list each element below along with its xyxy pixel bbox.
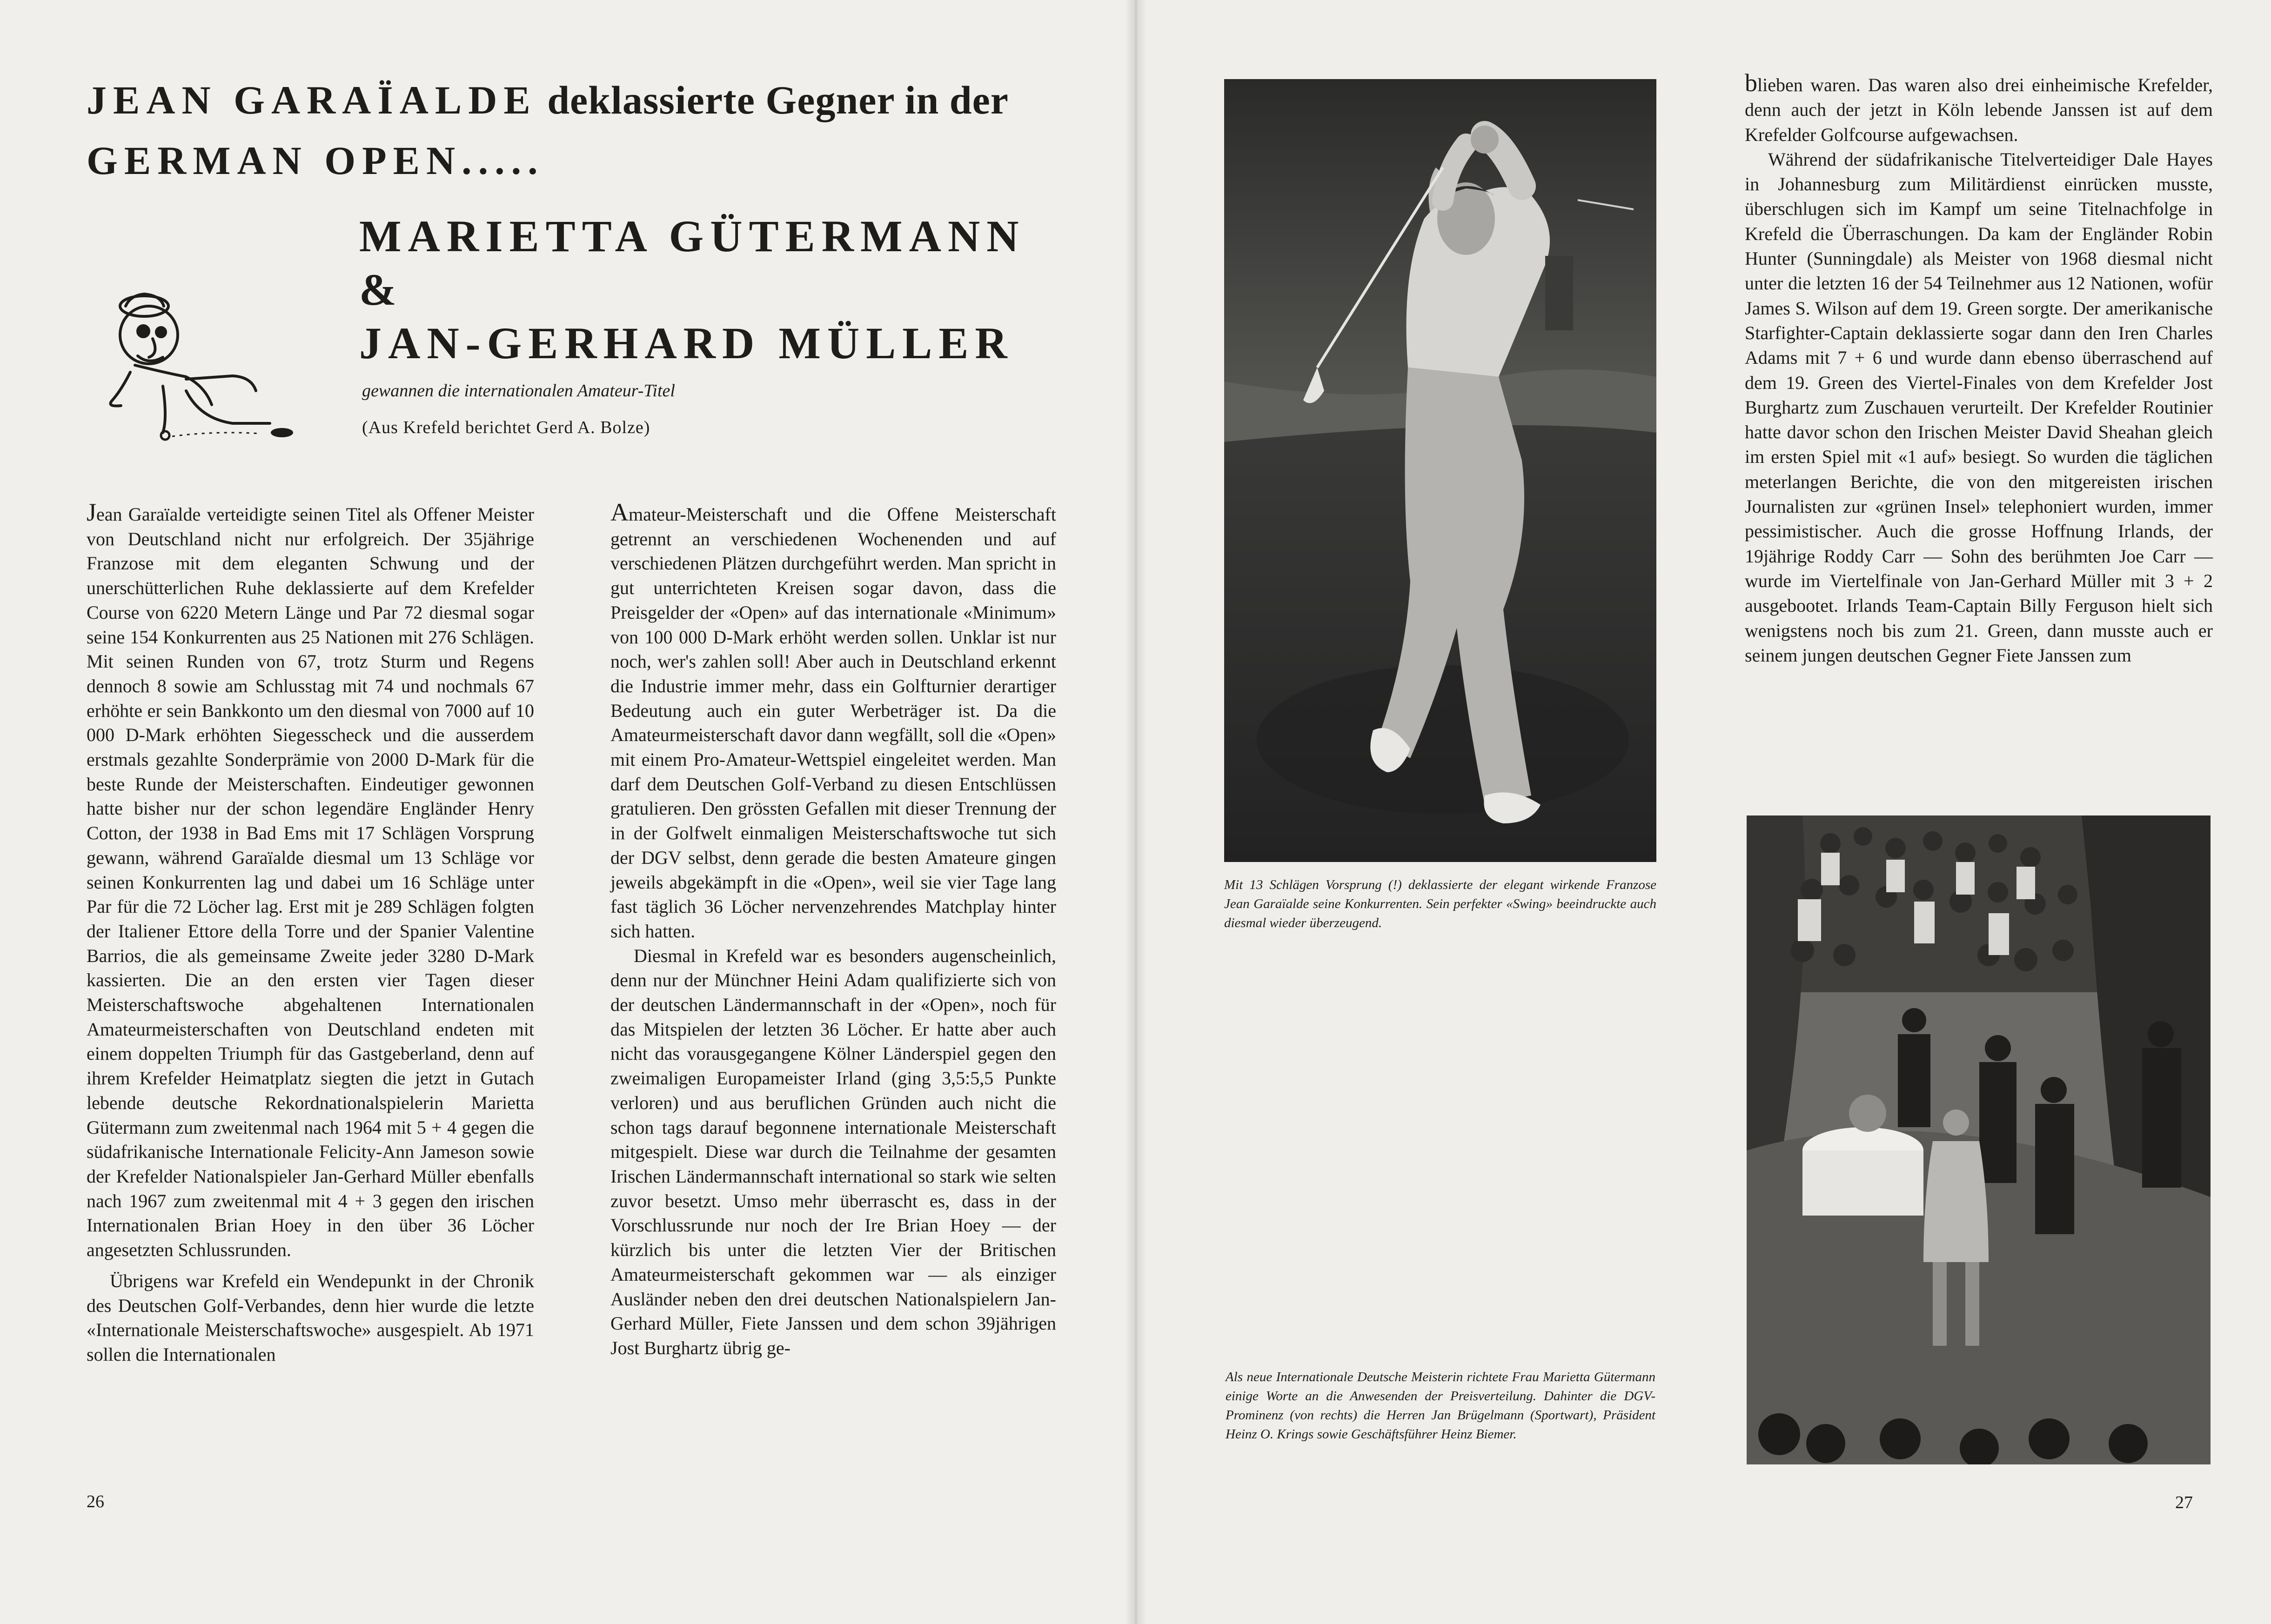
- article-column-3: [1745, 71, 2213, 668]
- golf-cartoon-illustration: [93, 279, 298, 447]
- article-column-1: [87, 500, 534, 1367]
- award-ceremony-photo: [1747, 815, 2211, 1464]
- article-column-2: [610, 500, 1056, 1361]
- page-number-left: 26: [87, 1492, 104, 1511]
- page-number-right: 27: [2175, 1493, 2193, 1512]
- headline-line-2: GERMAN OPEN.....: [87, 138, 544, 183]
- golfer-photo-artwork: [1224, 79, 1656, 862]
- byline: (Aus Krefeld berichtet Gerd A. Bolze): [362, 418, 650, 437]
- ceremony-photo-artwork: [1747, 815, 2211, 1464]
- winners-heading: [359, 209, 1057, 370]
- article-paragraph: Während der südafrikanische Titelverteidiger Dale Hayes in Johannesburg zum Militärdienst einrücken musste, überschlugen sich im Kampf um seine Titelnachfolge in Krefeld die Überraschungen. Da kam der Engländer Robin Hunter (Sunningdale) als Meister von 1968 diesmal nicht unter die letzten 16 der 54 Teilnehmer aus 12 Nationen, wofür James S. Wilson auf dem 19. Green sorgte. Der amerikanische Starfighter-Captain deklassierte sogar dann den Iren Charles Adams mit 7 + 6 und wurde dann ebenso überraschend auf dem 19. Green des Viertel-Finales von dem Krefelder Jost Burghartz zum Zuschauen verurteilt. Der Krefelder Routinier hatte davor schon den Irischen Meister David Sheahan gleich im ersten Spiel mit «1 auf» besiegt. So wurden die täglichen meterlangen Berichte, die von den mitgereisten irischen Journalisten zur «grünen Insel» telephoniert wurden, immer pessimistischer. Auch die grosse Hoffnung Irlands, der 19jährige Roddy Carr — Sohn des berühmten Joe Carr — wurde im Viertelfinale von Jan-Gerhard Müller mit 3 + 2 ausgebootet. Irlands Team-Captain Billy Ferguson hielt sich wenigstens noch bis zum 21. Green, dann musste auch er seinem jungen deutschen Gegner Fiete Janssen zum: [1745, 148, 2213, 666]
- ampersand: &: [359, 265, 403, 314]
- headline-line-1: [87, 70, 1092, 130]
- winners-subtitle: gewannen die internationalen Amateur-Titel: [362, 381, 675, 401]
- article-paragraph: Jean Garaïalde verteidigte seinen Titel als Offener Meister von Deutschland nicht nur erfolgreich. Der 35jährige Franzose mit dem eleganten Schwung und der unerschütterlichen Ruhe deklassierte auf dem Krefelder Course von 6220 Metern Länge und Par 72 diesmal sogar seine 154 Konkurrenten aus 25 Nationen mit 276 Schlägen. Mit seinen Runden von 67, trotz Sturm und Regens dennoch 8 sowie am Schlusstag mit 74 und nochmals 67 erhöhte er sein Bankkonto um den diesmal von 7000 auf 10 000 D-Mark erhöhten Siegesscheck und die ausserdem erstmals gezahlte Sonderprämie von 2000 D-Mark für die beste Runde der Meisterschaften. Eindeutiger gewonnen hatte bisher nur der schon legendäre Engländer Henry Cotton, der 1938 in Bad Ems mit 17 Schlägen Vorsprung gewann, während Garaïalde diesmal um 13 Schläge vor seinen Konkurrenten lag und dabei um 16 Schläge unter Par für die 72 Löcher lag. Erst mit je 289 Schlägen folgten der Italiener Ettore della Torre und der Spanier Valentine Barrios, die als gemeinsame Zweite jeder 3280 D-Mark kassierten. Die an den ersten vier Tagen dieser Meisterschaftswoche abgehaltenen Internationalen Amateurmeisterschaften von Deutschland endeten mit einem doppelten Triumph für das Gastgeberland, denn auf ihrem Krefelder Heimatplatz siegten die jetzt in Gutach lebende deutsche Rekordnationalspielerin Marietta Gütermann zum zweitenmal nach 1964 mit 5 + 4 gegen die südafrikanische Internationale Felicity-Ann Jameson sowie der Krefelder Nationalspieler Jan-Gerhard Müller ebenfalls nach 1967 zum zweitenmal mit 4 + 3 gegen den irischen Internationalen Brian Hoey in den über 36 Löcher angesetzten Schlussrunden.: [87, 498, 534, 1261]
- article-paragraph: blieben waren. Das waren also drei einheimische Krefelder, denn auch der jetzt in Köln lebende Janssen ist auf dem Krefelder Golfcourse aufgewachsen.: [1745, 69, 2213, 145]
- winner-name-1: MARIETTA GÜTERMANN: [359, 211, 1025, 261]
- golfer-photo-caption: Mit 13 Schlägen Vorsprung (!) deklassierte der elegant wirkende Franzose Jean Garaïalde seine Konkurrenten. Sein perfekter «Swing» beeindruckte auch diesmal wieder überzeugend.: [1224, 877, 1656, 930]
- headline-line-1-rest: deklassierte Gegner in der: [536, 78, 1009, 122]
- book-gutter: [1125, 0, 1146, 1624]
- winner-name-2: JAN-GERHARD MÜLLER: [359, 318, 1014, 368]
- headline: [87, 70, 1092, 191]
- article-paragraph: Amateur-Meisterschaft und die Offene Meisterschaft getrennt an verschiedenen Wochenenden und auf verschiedenen Plätzen durchgeführt werden. Man spricht in gut unterrichteten Kreisen sogar davon, dass die Preisgelder der «Open» auf das internationale «Minimum» von 100 000 D-Mark erhöht werden sollen. Unklar ist nur noch, wer's zahlen soll! Aber auch in Deutschland erkennt die Industrie immer mehr, dass ein Golfturnier derartiger Bedeutung auch ein guter Werbeträger ist. Da die Amateurmeisterschaft davor dann wegfällt, soll die «Open» mit einem Pro-Amateur-Wettspiel eingeleitet werden. Man darf dem Deutschen Golf-Verband zu diesen Entschlüssen gratulieren. Den grössten Gefallen mit dieser Trennung der in der Golfwelt einmaligen Meisterschaftswoche tut sich der DGV selbst, denn gerade die besten Amateure gingen jeweils abgekämpft in die «Open», weil sie vier Tage lang fast täglich 36 Löcher nervenzehrendes Matchplay hinter sich hatten.: [610, 498, 1056, 942]
- article-paragraph: Übrigens war Krefeld ein Wendepunkt in der Chronik des Deutschen Golf-Verbandes, denn hier wurde die letzte «Internationale Meisterschaftswoche» ausgespielt. Ab 1971 sollen die Internationalen: [87, 1270, 534, 1365]
- ceremony-photo-caption: Als neue Internationale Deutsche Meisterin richtete Frau Marietta Gütermann einige Worte an die Anwesenden der Preisverteilung. Dahinter die DGV-Prominenz (von rechts) die Herren Jan Brügelmann (Sportwart), Präsident Heinz O. Krings sowie Geschäftsführer Heinz Biemer.: [1226, 1370, 1655, 1442]
- headline-player-name: JEAN GARAÏALDE: [87, 78, 537, 122]
- left-page: [0, 0, 1135, 1624]
- golfer-swing-photo: [1224, 79, 1656, 862]
- article-paragraph: Diesmal in Krefeld war es besonders augenscheinlich, denn nur der Münchner Heini Adam qualifizierte sich von der deutschen Ländermannschaft in der «Open», noch für das Mitspielen der letzten 36 Löcher. Er hatte aber auch nicht das vorausgegangene Kölner Länderspiel gegen den zweimaligen Europameister Irland (ging 3,5:5,5 Punkte verloren) und aus beruflichen Gründen auch nicht die schon tags darauf begonnene internationale Meisterschaft mitgespielt. Diese war durch die Teilnahme der gesamten Irischen Ländermannschaft international so stark wie selten zuvor besetzt. Umso mehr überrascht es, dass in der Vorschlussrunde nur noch der Ire Brian Hoey — der kürzlich bis unter die letzten Vier der Britischen Amateurmeisterschaft gekommen war — als einziger Ausländer neben den drei deutschen Nationalspielern Jan-Gerhard Müller, Fiete Janssen und dem schon 39jährigen Jost Burghartz übrig ge-: [610, 945, 1056, 1358]
- right-page: [1135, 0, 2271, 1624]
